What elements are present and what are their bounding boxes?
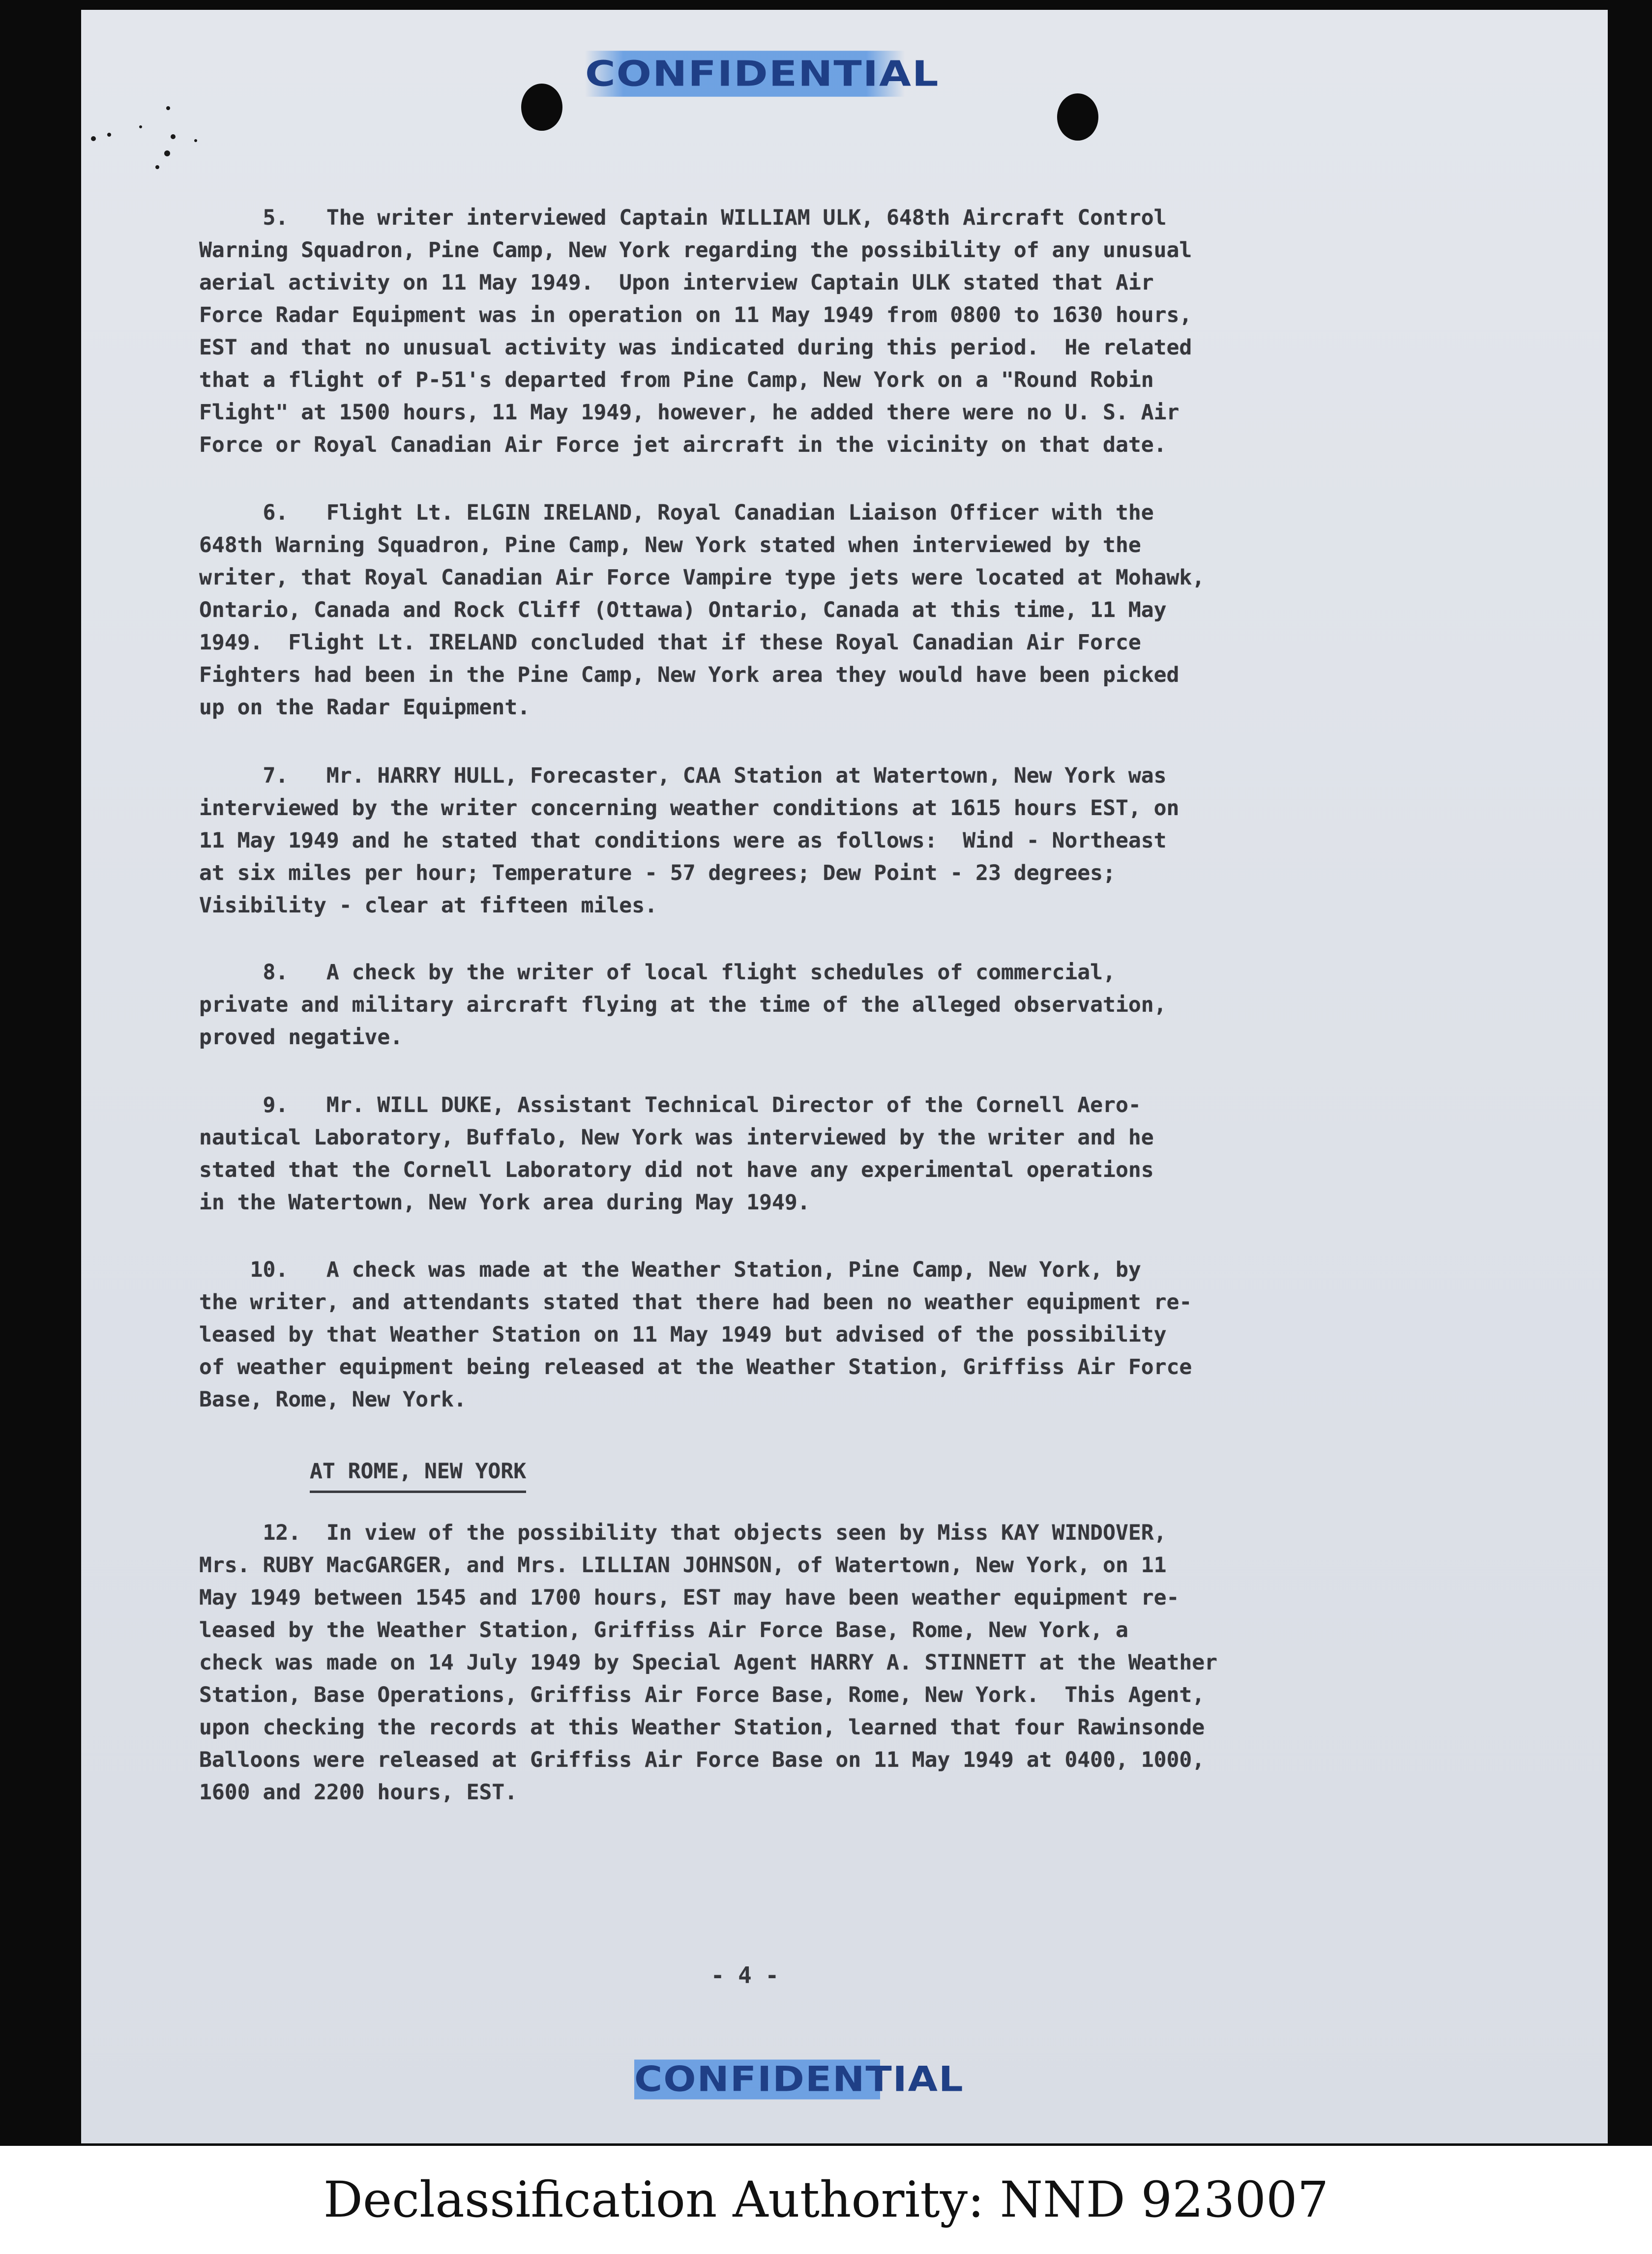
text-line: 1949. Flight Lt. IRELAND concluded that if these Royal Canadian Air Force [199,630,1141,655]
text-line: Station, Base Operations, Griffiss Air Force Base, Rome, New York. This Agent, [199,1683,1205,1707]
text-line: private and military aircraft flying at the time of the alleged observation, [199,993,1167,1017]
text-line: Warning Squadron, Pine Camp, New York regarding the possibility of any unusual [199,238,1192,263]
text-line: proved negative. [199,1025,403,1050]
text-line: Visibility - clear at fifteen miles. [199,893,657,918]
text-line: leased by the Weather Station, Griffiss Air Force Base, Rome, New York, a [199,1618,1128,1642]
paragraph-5 [199,202,1497,461]
paragraph-10 [199,1254,1497,1416]
confidential-stamp-top: CONFIDENTIAL [585,51,905,97]
declassification-caption: Declassification Authority: NND 923007 [0,2146,1652,2254]
punch-hole-left [521,84,562,131]
text-line: Ontario, Canada and Rock Cliff (Ottawa) Ontario, Canada at this time, 11 May [199,598,1167,622]
text-line: stated that the Cornell Laboratory did not have any experimental operations [199,1158,1154,1182]
text-line: in the Watertown, New York area during May 1949. [199,1190,810,1215]
text-line: check was made on 14 July 1949 by Special Agent HARRY A. STINNETT at the Weather [199,1650,1218,1675]
text-line: aerial activity on 11 May 1949. Upon interview Captain ULK stated that Air [199,270,1154,295]
text-line: Flight" at 1500 hours, 11 May 1949, however, he added there were no U. S. Air [199,400,1180,425]
text-line: 648th Warning Squadron, Pine Camp, New York stated when interviewed by the [199,533,1141,557]
confidential-stamp-bottom: CONFIDENTIAL [634,2059,964,2100]
text-line: 10. A check was made at the Weather Station, Pine Camp, New York, by [199,1258,1141,1282]
text-line: 5. The writer interviewed Captain WILLIAM ULK, 648th Aircraft Control [199,205,1167,230]
text-line: EST and that no unusual activity was indicated during this period. He related [199,335,1192,360]
text-line: at six miles per hour; Temperature - 57 degrees; Dew Point - 23 degrees; [199,861,1116,885]
paragraph-12 [199,1517,1497,1809]
text-line: Mrs. RUBY MacGARGER, and Mrs. LILLIAN JOHNSON, of Watertown, New York, on 11 [199,1553,1167,1578]
text-line: 11 May 1949 and he stated that conditions were as follows: Wind - Northeast [199,828,1167,853]
text-line: interviewed by the writer concerning weather conditions at 1615 hours EST, on [199,796,1180,820]
text-line: that a flight of P-51's departed from Pine Camp, New York on a "Round Robin [199,368,1154,392]
text-line: leased by that Weather Station on 11 May 1949 but advised of the possibility [199,1322,1167,1347]
text-line: 12. In view of the possibility that objects seen by Miss KAY WINDOVER, [199,1521,1167,1545]
text-line: Base, Rome, New York. [199,1387,467,1412]
text-line: writer, that Royal Canadian Air Force Vampire type jets were located at Mohawk, [199,565,1205,590]
text-line: 6. Flight Lt. ELGIN IRELAND, Royal Canadian Liaison Officer with the [199,500,1154,525]
text-line: upon checking the records at this Weather Station, learned that four Rawinsonde [199,1715,1205,1740]
text-line: the writer, and attendants stated that there had been no weather equipment re- [199,1290,1192,1315]
paragraph-9 [199,1089,1497,1219]
text-line: 1600 and 2200 hours, EST. [199,1780,518,1805]
paragraph-6 [199,497,1497,724]
text-line: 8. A check by the writer of local flight schedules of commercial, [199,960,1116,985]
text-line: of weather equipment being released at the Weather Station, Griffiss Air Force [199,1355,1192,1379]
text-line: May 1949 between 1545 and 1700 hours, EST may have been weather equipment re- [199,1585,1180,1610]
text-line: Force or Royal Canadian Air Force jet aircraft in the vicinity on that date. [199,433,1167,457]
punch-hole-right [1057,93,1098,141]
paragraph-8 [199,956,1497,1054]
section-heading: AT ROME, NEW YORK [310,1455,526,1493]
text-line: nautical Laboratory, Buffalo, New York was interviewed by the writer and he [199,1125,1154,1150]
ink-specks [84,98,221,197]
paragraph-7 [199,760,1497,922]
page-number: - 4 - [710,1962,779,1989]
text-line: 7. Mr. HARRY HULL, Forecaster, CAA Station at Watertown, New York was [199,763,1167,788]
text-line: Force Radar Equipment was in operation on 11 May 1949 from 0800 to 1630 hours, [199,303,1192,327]
text-line: Fighters had been in the Pine Camp, New York area they would have been picked [199,663,1180,687]
text-line: up on the Radar Equipment. [199,695,531,720]
text-line: 9. Mr. WILL DUKE, Assistant Technical Director of the Cornell Aero- [199,1093,1141,1117]
text-line: Balloons were released at Griffiss Air Force Base on 11 May 1949 at 0400, 1000, [199,1748,1205,1772]
